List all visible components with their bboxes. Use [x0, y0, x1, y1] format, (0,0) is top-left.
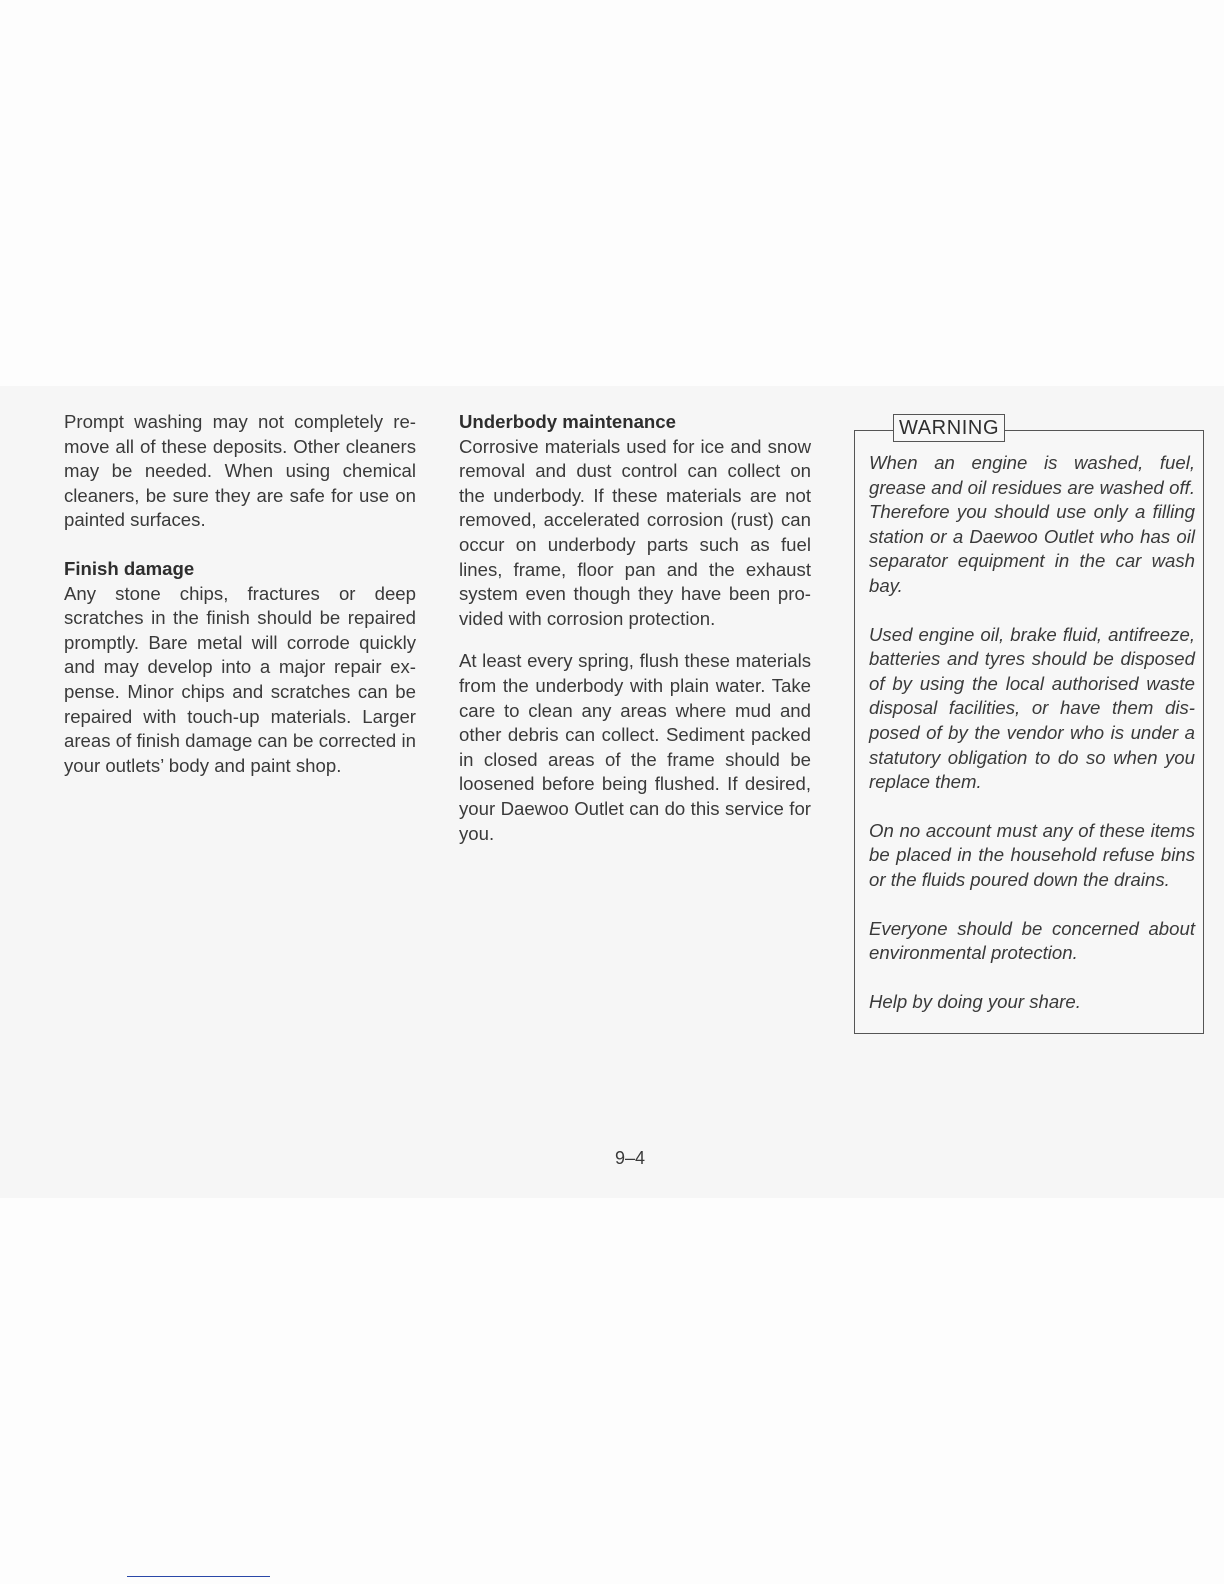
page-number: 9–4 — [614, 1148, 646, 1168]
underbody-maintenance-heading: Underbody maintenance — [459, 411, 676, 432]
spring-flush-paragraph: At least every spring, flush these materials from the underbody with plain water. Take care to clean any areas where mud and other debris can collect. Sediment packed in closed areas of the frame should be loosened before being flushed. If desired, your Daewoo Outlet can do this service for you. — [459, 650, 811, 844]
warning-label: WARNING — [893, 414, 1005, 442]
finish-damage-heading: Finish damage — [64, 557, 195, 579]
warning-paragraph-drains: On no account must any of these items be placed in the household refuse bins or the fluids poured down the drains. — [869, 819, 1195, 890]
warning-paragraph-engine-wash: When an engine is washed, fuel, grease and oil residues are washed off. Therefore you should use only a filling station or a Daewoo Outlet who has oil separator equipment in the car wash bay. — [869, 452, 1195, 596]
warning-body — [869, 451, 1195, 1014]
warning-paragraph-environment: Everyone should be concerned about environmental protection. — [869, 917, 1195, 964]
warning-paragraph-disposal: Used engine oil, brake fluid, antifreeze, batteries and tyres should be disposed of by using the local authorised waste disposal facilities, or have them disposed of by the vendor who is under a statutory obligation to do so when you replace them. — [869, 623, 1195, 793]
washing-deposits-paragraph: Prompt washing may not completely remove all of these deposits. Other cleaners may be needed. When using chemical cleaners, be sure they are safe for use on painted surfaces. — [64, 411, 416, 531]
warning-paragraph-share: Help by doing your share. — [869, 990, 1081, 1012]
middle-column — [459, 410, 811, 846]
left-column — [64, 410, 416, 778]
footnote-rule — [127, 1576, 270, 1577]
finish-damage-paragraph: Any stone chips, fractures or deep scratches in the finish should be repaired promptly. Bare metal will corrode quickly and may develop into a major repair expense. Minor chips and scratches can be repaired with touch-up materials. Larger areas of finish damage can be corrected in your outlets’ body and paint shop. — [64, 582, 416, 776]
warning-box — [854, 417, 1204, 1034]
underbody-maintenance-paragraph: Corrosive materials used for ice and snow removal and dust control can collect on the underbody. If these materials are not removed, accelerated corrosion (rust) can occur on underbody parts such as fuel lines, frame, floor pan and the exhaust system even though they have been provided with corrosion protection. — [459, 435, 811, 629]
